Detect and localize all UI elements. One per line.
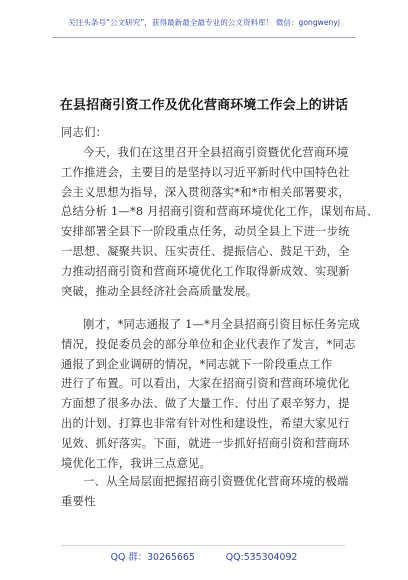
- paragraph-1: [61, 143, 379, 301]
- document-title: 在县招商引资工作及优化营商环境工作会上的讲话: [59, 98, 349, 113]
- paragraph-1-line: 力推动招商引资和营商环境优化工作取得新成效、实现新: [61, 264, 350, 278]
- paragraph-1-line: 会主义思想为指导，深入贯彻落实*和*市相关部署要求，: [61, 185, 350, 199]
- paragraph-2-line: 进行了布置。可以看出，大家在招商引资和营商环境优化: [61, 377, 350, 391]
- section-heading: [61, 472, 349, 512]
- paragraph-1-line: 工作推进会，主要目的是坚持以习近平新时代中国特色社: [61, 165, 350, 179]
- paragraph-2-line: 出的计划、打算也非常有针对性和建设性，希望大家见行: [61, 416, 350, 430]
- paragraph-1-line: 今天，我们在这里召开全县招商引资暨优化营商环境: [83, 146, 349, 159]
- paragraph-2-line: 情况，投促委员会的部分单位和企业代表作了发言，*同志: [61, 337, 356, 351]
- footer-contact: [0, 549, 408, 563]
- footer-divider: [61, 545, 345, 546]
- paragraph-2-line: 通报了到企业调研的情况，*同志就下一阶段重点工作: [61, 357, 333, 371]
- paragraph-2-line: 方面想了很多办法、做了大量工作、付出了艰辛努力，提: [61, 397, 350, 411]
- paragraph-2-line: 见效、抓好落实。下面，就进一步抓好招商引资和营商环: [61, 436, 350, 450]
- paragraph-2-line: 刚才，*同志通报了 1—*月全县招商引资目标任务完成: [83, 318, 361, 331]
- paragraph-2: [61, 315, 361, 473]
- salutation: [61, 123, 343, 143]
- footer-qq-number: QQ:535304092: [225, 552, 298, 563]
- paragraph-1-line: 一思想、凝聚共识、压实责任、提振信心、鼓足干劲，全: [61, 244, 350, 258]
- paragraph-1-line: 突破，推动全县经济社会高质量发展。: [61, 284, 258, 298]
- paragraph-1-line: 安排部署全县下一阶段重点任务，动员全县上下进一步统: [61, 225, 350, 239]
- paragraph-1-line: 总结分析 1—*8 月招商引资和营商环境优化工作，谋划布局、: [61, 205, 379, 219]
- section-heading-line: 一、从全局层面把握招商引资暨优化营商环境的极端: [83, 475, 349, 488]
- salutation-text: 同志们：: [61, 126, 108, 139]
- header-banner: 关注头条号“公文研究”，获得最新最全最专业的公文资料库！ 微信：gongwenyj: [68, 18, 340, 27]
- header-divider: [52, 37, 356, 38]
- section-heading-line: 重要性: [61, 494, 96, 508]
- paragraph-2-line: 境优化工作，我讲三点意见。: [61, 456, 212, 470]
- footer-qq-group: QQ 群：30265665: [110, 552, 195, 563]
